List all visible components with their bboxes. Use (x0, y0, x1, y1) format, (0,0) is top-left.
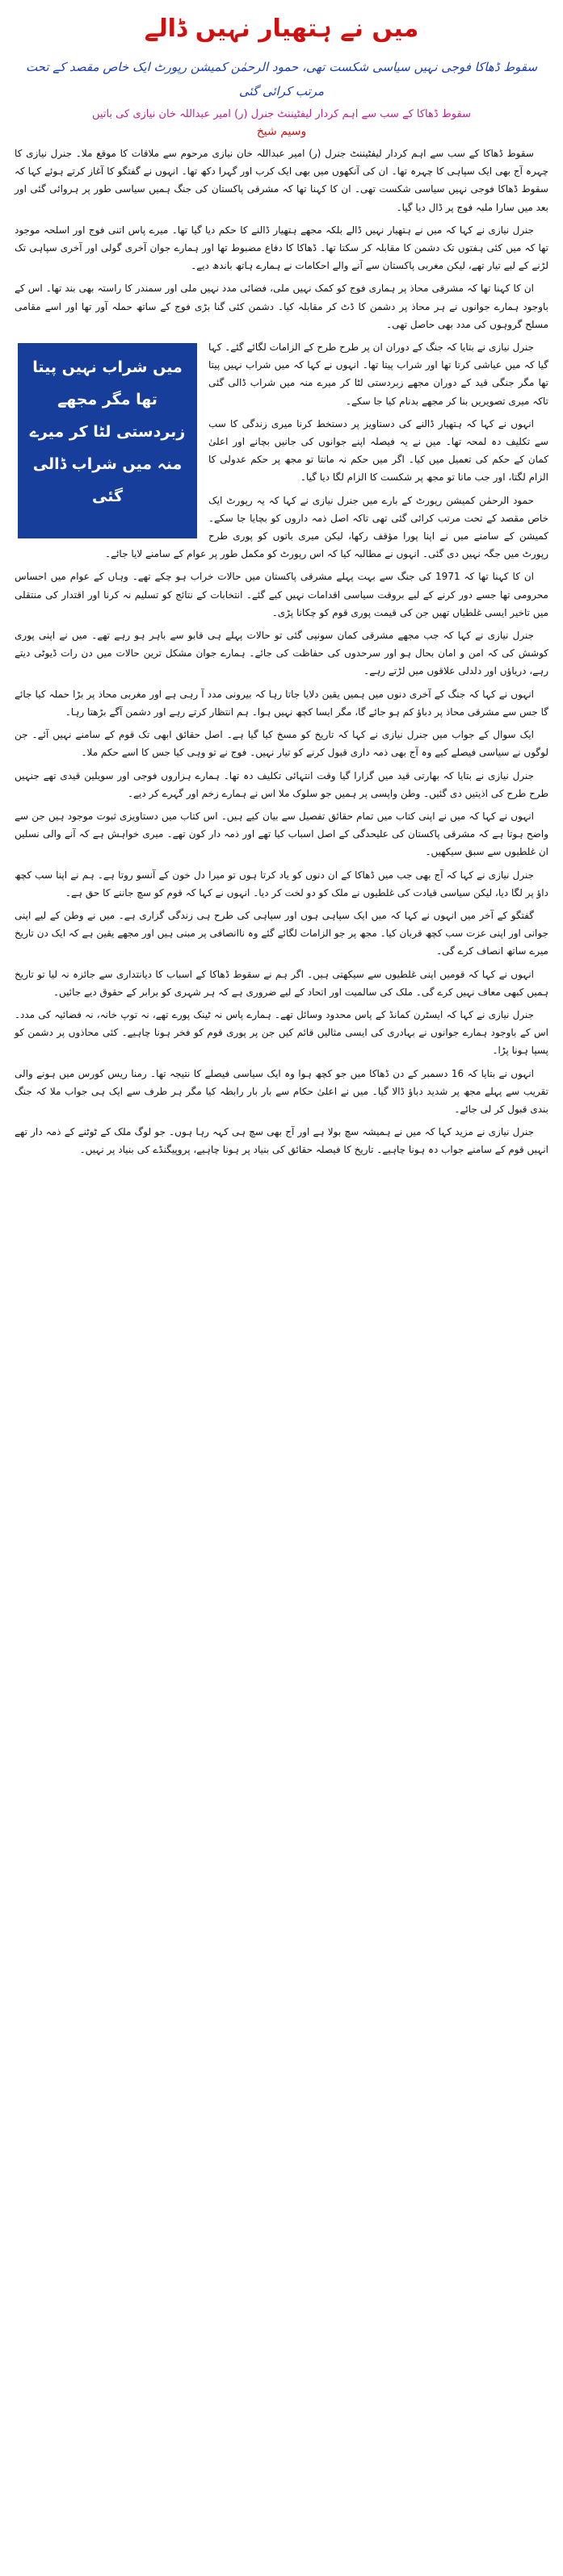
article-paragraph: حمود الرحمٰن کمیشن رپورٹ کے بارے میں جنرل نیازی نے کہا کہ یہ رپورٹ ایک خاص مقصد کے تحت مرتب کرائی گئی تھی تاکہ اصل ذمہ داروں کو بچایا جا سکے۔ کمیشن کے سامنے میں نے اپنا پورا مؤقف رکھا، لیکن میری باتوں کو پوری طرح رپورٹ میں جگہ نہیں دی گئی۔ انہوں نے مطالبہ کیا کہ اس رپورٹ کو مکمل طور پر عوام کے سامنے لایا جائے۔ (105, 494, 548, 560)
article-body (15, 145, 548, 1159)
article-paragraph: انہوں نے کہا کہ قومیں اپنی غلطیوں سے سیکھتی ہیں۔ اگر ہم نے سقوط ڈھاکا کے اسباب کا دیانتداری سے جائزہ نہ لیا تو تاریخ ہمیں کبھی معاف نہیں کرے گی۔ ملک کی سالمیت اور اتحاد کے لیے ضروری ہے کہ ہر شہری کو برابر کے حقوق دیے جائیں۔ (15, 968, 548, 998)
article-paragraph: انہوں نے بتایا کہ 16 دسمبر کے دن ڈھاکا میں جو کچھ ہوا وہ ایک سیاسی فیصلے کا نتیجہ تھا۔ رمنا ریس کورس میں ہونے والی تقریب سے پہلے مجھ پر شدید دباؤ ڈالا گیا۔ میں نے اعلیٰ حکام سے بار بار رابطہ کیا مگر ہر طرف سے ایک ہی جواب ملا کہ جنگ بندی قبول کر لی جائے۔ (15, 1067, 548, 1115)
article-paragraph: جنرل نیازی نے کہا کہ جب مجھے مشرقی کمان سونپی گئی تو حالات پہلے ہی قابو سے باہر ہو رہے تھے۔ میں نے اپنی پوری کوشش کی کہ امن و امان بحال ہو اور سرحدوں کی حفاظت کی جائے۔ ہمارے جوان مشکل ترین حالات میں دن رات ڈیوٹی دیتے رہے، دریاؤں اور دلدلی علاقوں میں لڑتے رہے۔ (15, 630, 548, 677)
article-paragraph: سقوط ڈھاکا کے سب سے اہم کردار لیفٹیننٹ جنرل (ر) امیر عبداللہ خان نیازی مرحوم سے ملاقات کا موقع ملا۔ جنرل نیازی کا چہرہ آج بھی ایک سپاہی کا چہرہ تھا۔ ان کی آنکھوں میں بھی ایک کرب اور گہرا دکھ تھا۔ انہوں نے گفتگو کا آغاز کرتے ہوئے کہا کہ سقوط ڈھاکا فوجی نہیں سیاسی شکست تھی۔ ان کا کہنا تھا کہ مشرقی پاکستان کی جنگ ہمیں سیاسی طور پر ہروائی گئی اور بعد میں سارا ملبہ فوج پر ڈال دیا گیا۔ (15, 148, 548, 213)
article-paragraph: جنرل نیازی نے کہا کہ آج بھی جب میں ڈھاکا کے ان دنوں کو یاد کرتا ہوں تو میرا دل خون کے آنسو روتا ہے۔ ہم نے اپنا سب کچھ داؤ پر لگا دیا، لیکن سیاسی قیادت کی غلطیوں نے ملک کو دو لخت کر دیا۔ انہوں نے کہا کہ قوم کو سچ جاننے کا حق ہے۔ (15, 869, 548, 898)
article-paragraph: انہوں نے کہا کہ ہتھیار ڈالنے کی دستاویز پر دستخط کرنا میری زندگی کا سب سے تکلیف دہ لمحہ تھا۔ میں نے یہ فیصلہ اپنے جوانوں کی جانیں بچانے اور اعلیٰ کمان کے حکم کی تعمیل میں کیا۔ اگر میں حکم نہ مانتا تو مجھ پر حکم عدولی کا الزام لگتا، اور جب مانا تو مجھ پر شکست کا الزام لگا دیا گیا۔ (208, 417, 548, 484)
article-paragraph: انہوں نے کہا کہ میں نے اپنی کتاب میں تمام حقائق تفصیل سے بیان کیے ہیں۔ اس کتاب میں دستاویزی ثبوت موجود ہیں جن سے واضح ہوتا ہے کہ مشرقی پاکستان کی علیحدگی کے اصل اسباب کیا تھے اور ذمہ دار کون تھے۔ میری خواہش ہے کہ آنے والی نسلیں ان غلطیوں سے سبق سیکھیں۔ (15, 810, 548, 858)
article-paragraph: جنرل نیازی نے کہا کہ میں نے ہتھیار نہیں ڈالے بلکہ مجھے ہتھیار ڈالنے کا حکم دیا گیا تھا۔ میرے پاس اتنی فوج اور اسلحہ موجود تھا کہ میں کئی ہفتوں تک دشمن کا مقابلہ کر سکتا تھا۔ ڈھاکا کا دفاع مضبوط تھا اور ہمارے جوان آخری گولی اور آخری سپاہی تک لڑنے کے لیے تیار تھے، لیکن مغربی پاکستان سے آنے والے احکامات نے ہمارے ہاتھ باندھ دیے۔ (15, 224, 548, 272)
article-byline: وسیم شیخ (256, 125, 307, 138)
article-paragraph: ان کا کہنا تھا کہ 1971 کی جنگ سے بہت پہلے مشرقی پاکستان میں حالات خراب ہو چکے تھے۔ وہاں کے عوام میں احساس محرومی تھا جسے دور کرنے کے لیے بروقت سیاسی اقدامات نہیں کیے گئے۔ انتخابات کے نتائج کو تسلیم نہ کرنا اور اقتدار کی منتقلی میں تاخیر ایسی غلطیاں تھیں جن کی قیمت پوری قوم کو چکانا پڑی۔ (15, 571, 548, 618)
article-paragraph: جنرل نیازی نے مزید کہا کہ میں نے ہمیشہ سچ بولا ہے اور آج بھی سچ ہی کہہ رہا ہوں۔ جو لوگ ملک کے ٹوٹنے کے ذمہ دار تھے انہیں قوم کے سامنے جواب دہ ہونا چاہیے۔ تاریخ کا فیصلہ حقائق کی بنیاد پر ہونا چاہیے، پروپیگنڈے کی بنیاد پر نہیں۔ (15, 1126, 548, 1156)
article-kicker: سقوط ڈھاکا کے سب سے اہم کردار لیفٹیننٹ جنرل (ر) امیر عبداللہ خان نیازی کی باتیں (92, 108, 471, 120)
article-paragraph: جنرل نیازی نے کہا کہ ایسٹرن کمانڈ کے پاس محدود وسائل تھے۔ ہمارے پاس نہ ٹینک پورے تھے، نہ توپ خانہ، نہ فضائیہ کی مدد۔ اس کے باوجود ہمارے جوانوں نے بہادری کی ایسی مثالیں قائم کیں جن پر پوری قوم کو فخر ہونا چاہیے۔ کئی محاذوں پر دشمن کو پسپا ہونا پڑا۔ (15, 1008, 548, 1057)
article-paragraph: انہوں نے کہا کہ جنگ کے آخری دنوں میں ہمیں یقین دلایا جاتا رہا کہ بیرونی مدد آ رہی ہے اور مغربی محاذ پر بڑا حملہ کیا جائے گا جس سے مشرقی محاذ پر دباؤ کم ہو جائے گا، مگر ایسا کچھ نہیں ہوا۔ ہم انتظار کرتے رہے اور دشمن آگے بڑھتا رہا۔ (15, 688, 548, 718)
article-paragraph: جنرل نیازی نے بتایا کہ جنگ کے دوران ان پر طرح طرح کے الزامات لگائے گئے۔ کہا گیا کہ میں عیاشی کرتا تھا اور شراب پیتا تھا۔ انہوں نے کہا کہ میں شراب نہیں پیتا تھا مگر جنگی قید کے دوران مجھے زبردستی لٹا کر میرے منہ میں شراب ڈالی گئی تاکہ میری تصویریں بنا کر مجھے بدنام کیا جا سکے۔ (208, 341, 548, 407)
article-headline: میں نے ہتھیار نہیں ڈالے (144, 15, 419, 43)
article-paragraph: گفتگو کے آخر میں انہوں نے کہا کہ میں ایک سپاہی ہوں اور سپاہی کی طرح ہی زندگی گزاری ہے۔ میں نے وطن کے لیے اپنی جوانی اور اپنی عزت سب کچھ قربان کیا۔ مجھ پر جو الزامات لگائے گئے وہ ناانصافی پر مبنی ہیں اور مجھے یقین ہے کہ ایک دن تاریخ میرے ساتھ انصاف کرے گی۔ (15, 909, 548, 957)
article-paragraph: جنرل نیازی نے بتایا کہ بھارتی قید میں گزارا گیا وقت انتہائی تکلیف دہ تھا۔ ہمارے ہزاروں فوجی اور سویلین قیدی تھے جنہیں طرح طرح کی اذیتیں دی گئیں۔ وطن واپسی پر ہمیں جو سلوک ملا اس نے ہمارے زخم اور گہرے کر دیے۔ (15, 769, 548, 799)
article-paragraph: ان کا کہنا تھا کہ مشرقی محاذ پر ہماری فوج کو کمک نہیں ملی، فضائی مدد نہیں ملی اور سمندر کا راستہ بھی بند تھا۔ اس کے باوجود ہمارے جوانوں نے ہر محاذ پر دشمن کا ڈٹ کر مقابلہ کیا۔ دشمن کئی گنا بڑی فوج کے ساتھ حملہ آور تھا اور اسے مقامی مسلح گروہوں کی مدد بھی حاصل تھی۔ (15, 283, 548, 330)
article-paragraph: ایک سوال کے جواب میں جنرل نیازی نے کہا کہ تاریخ کو مسخ کیا گیا ہے۔ اصل حقائق ابھی تک قوم کے سامنے نہیں آئے۔ جن لوگوں نے سیاسی فیصلے کیے وہ آج بھی ذمہ داری قبول کرنے کو تیار نہیں۔ فوج نے تو وہی کیا جس کا اسے حکم ملا۔ (15, 729, 548, 759)
article-subheadline: سقوط ڈھاکا فوجی نہیں سیاسی شکست تھی، حمود الرحمٰن کمیشن رپورٹ ایک خاص مقصد کے تحت مرتب کرائی گئی (25, 60, 538, 98)
pull-quote: میں شراب نہیں پیتا تھا مگر مجھے زبردستی لٹا کر میرے منہ میں شراب ڈالی گئی (18, 343, 197, 538)
